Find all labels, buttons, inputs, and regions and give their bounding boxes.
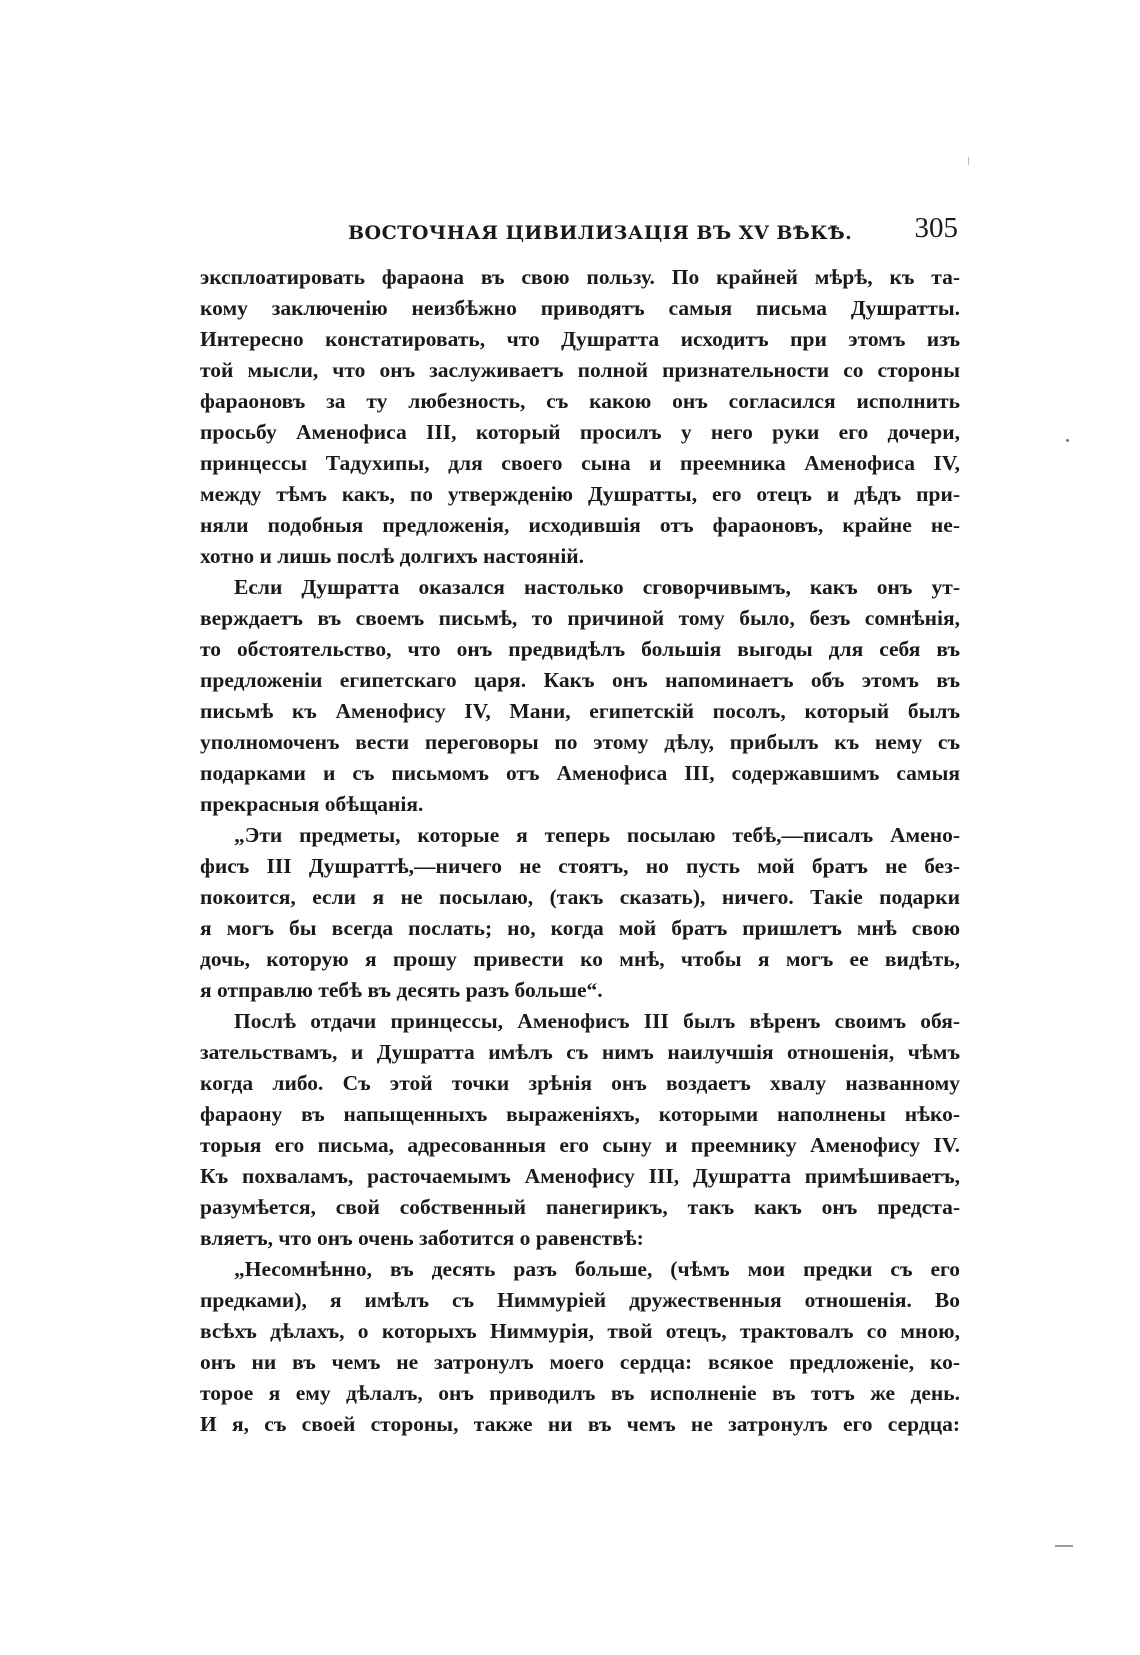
- page-number: 305: [914, 212, 958, 244]
- text-line: фараоновъ за ту любезность, съ какою онъ согласился исполнить: [200, 389, 960, 413]
- scan-speck: [1066, 439, 1069, 442]
- text-line: предками), я имѣлъ съ Ниммуріей дружественныя отношенія. Во: [200, 1288, 960, 1312]
- text-line: просьбу Аменофиса III, который просилъ у него руки его дочери,: [200, 420, 960, 444]
- text-line: фараону въ напыщенныхъ выраженіяхъ, которыми наполнены нѣко-: [200, 1102, 960, 1126]
- text-line: торое я ему дѣлалъ, онъ приводилъ въ исполненіе въ тотъ же день.: [200, 1381, 960, 1405]
- text-line: той мысли, что онъ заслуживаетъ полной признательности со стороны: [200, 358, 960, 382]
- text-line: подарками и съ письмомъ отъ Аменофиса III, содержавшимъ самыя: [200, 761, 960, 785]
- text-line: Послѣ отдачи принцессы, Аменофисъ III былъ вѣренъ своимъ обя-: [234, 1009, 960, 1033]
- scan-mark: [1055, 1545, 1073, 1547]
- text-line: прекрасныя обѣщанія.: [200, 792, 424, 816]
- text-line: „Эти предметы, которые я теперь посылаю тебѣ,—писалъ Амено-: [234, 823, 960, 847]
- text-line: верждаетъ въ своемъ письмѣ, то причиной тому было, безъ сомнѣнія,: [200, 606, 960, 630]
- text-line: Если Душратта оказался настолько сговорчивымъ, какъ онъ ут-: [234, 575, 960, 599]
- text-line: я отправлю тебѣ въ десять разъ больше“.: [200, 978, 603, 1002]
- paragraph-5-quote: [200, 1254, 960, 1440]
- text-line: я могъ бы всегда послать; но, когда мой братъ пришлетъ мнѣ свою: [200, 916, 960, 940]
- text-line: торыя его письма, адресованныя его сыну и преемнику Аменофису IV.: [200, 1133, 960, 1157]
- text-line: Къ похваламъ, расточаемымъ Аменофису III, Душратта примѣшиваетъ,: [200, 1164, 960, 1188]
- text-line: фисъ III Душраттѣ,—ничего не стоятъ, но пусть мой братъ не без-: [200, 854, 960, 878]
- paragraph-4: [200, 1006, 960, 1254]
- page-header: [348, 212, 958, 252]
- paragraph-3-quote: [200, 820, 960, 1006]
- text-line: принцессы Тадухипы, для своего сына и преемника Аменофиса IV,: [200, 451, 960, 475]
- paragraph-1: [200, 262, 960, 572]
- text-line: хотно и лишь послѣ долгихъ настояній.: [200, 544, 585, 568]
- text-line: „Несомнѣнно, въ десять разъ больше, (чѣмъ мои предки съ его: [234, 1257, 960, 1281]
- running-head: ВОСТОЧНАЯ ЦИВИЛИЗАЦІЯ ВЪ XV ВѢКѢ.: [348, 222, 853, 244]
- text-line: то обстоятельство, что онъ предвидѣлъ большія выгоды для себя въ: [200, 637, 960, 661]
- text-line: И я, съ своей стороны, также ни въ чемъ не затронулъ его сердца:: [200, 1412, 960, 1436]
- text-line: между тѣмъ какъ, по утвержденію Душратты, его отецъ и дѣдъ при-: [200, 482, 960, 506]
- text-line: предложеніи египетскаго царя. Какъ онъ напоминаетъ объ этомъ въ: [200, 668, 960, 692]
- text-line: зательствамъ, и Душратта имѣлъ съ нимъ наилучшія отношенія, чѣмъ: [200, 1040, 960, 1064]
- text-line: Интересно констатировать, что Душратта исходитъ при этомъ изъ: [200, 327, 960, 351]
- text-line: уполномоченъ вести переговоры по этому дѣлу, прибылъ къ нему съ: [200, 730, 960, 754]
- scan-mark: [968, 157, 969, 165]
- text-line: разумѣется, свой собственный панегирикъ, такъ какъ онъ предста-: [200, 1195, 960, 1219]
- text-line: няли подобныя предложенія, исходившія отъ фараоновъ, крайне не-: [200, 513, 960, 537]
- text-line: эксплоатировать фараона въ свою пользу. По крайней мѣрѣ, къ та-: [200, 265, 960, 289]
- text-line: когда либо. Съ этой точки зрѣнія онъ воздаетъ хвалу названному: [200, 1071, 960, 1095]
- text-line: письмѣ къ Аменофису IV, Мани, египетскій посолъ, который былъ: [200, 699, 960, 723]
- text-line: кому заключенію неизбѣжно приводятъ самыя письма Душратты.: [200, 296, 960, 320]
- text-line: дочь, которую я прошу привести ко мнѣ, чтобы я могъ ее видѣть,: [200, 947, 960, 971]
- text-line: вляетъ, что онъ очень заботится о равенствѣ:: [200, 1226, 644, 1250]
- body-text: [200, 262, 960, 1440]
- paragraph-2: [200, 572, 960, 820]
- text-line: покоится, если я не посылаю, (такъ сказать), ничего. Такіе подарки: [200, 885, 960, 909]
- text-line: онъ ни въ чемъ не затронулъ моего сердца: всякое предложеніе, ко-: [200, 1350, 960, 1374]
- text-line: всѣхъ дѣлахъ, о которыхъ Ниммурія, твой отецъ, трактовалъ со мною,: [200, 1319, 960, 1343]
